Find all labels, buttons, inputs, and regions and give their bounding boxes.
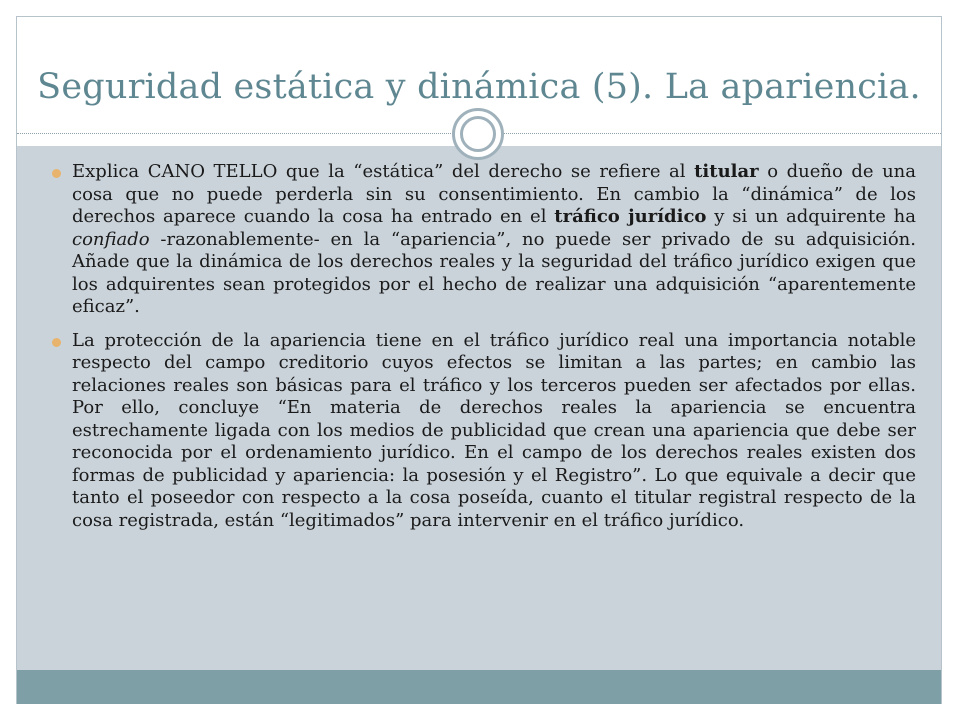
slide-title: Seguridad estática y dinámica (5). La apariencia. (37, 67, 921, 107)
bullet-1-term-titular: titular (694, 161, 759, 182)
bullet-item-1 (52, 161, 916, 319)
bullet-list (52, 161, 916, 543)
bullet-1-text-3: y si un adquirente ha (706, 206, 916, 227)
bullet-1-text-1: Explica CANO TELLO que la “estática” del derecho se refiere al (72, 161, 695, 182)
bullet-1-text-4: -razonablemente- en la “apariencia”, no puede ser privado de su adquisición. Añade que la dinámica de los derechos reales y la seguridad del tráfico jurídico exigen que los adquirentes sean protegidos por el hecho de realizar una adquisición “aparentemente eficaz”. (72, 228, 916, 317)
bullet-2-text: La protección de la apariencia tiene en el tráfico jurídico real una importancia notable respecto del campo creditorio cuyos efectos se limitan a las partes; en cambio las relaciones reales son básicas para el tráfico y los terceros pueden ser afectados por ellas. Por ello, concluye “En materia de derechos reales la apariencia se encuentra estrechamente ligada con los medios de publicidad que crean una apariencia que debe ser reconocida por el ordenamiento jurídico. En el campo de los derechos reales existen dos formas de publicidad y apariencia: la posesión y el Registro”. Lo que equivale a decir que tanto el poseedor con respecto a la cosa poseída, cuanto el titular registral respecto de la cosa registrada, están “legitimados” para intervenir en el tráfico jurídico. (72, 329, 916, 531)
bullet-1-term-trafico: tráfico jurídico (554, 206, 707, 227)
footer-band (17, 670, 941, 704)
bullet-item-2 (52, 330, 916, 533)
double-circle-icon (452, 108, 504, 160)
bullet-1-term-confiado: confiado (72, 228, 150, 250)
bullet-1-text-2: o dueño de una cosa que no puede perderla sin su consentimiento. En cambio la “dinámica” de los derechos aparece cuando la cosa ha entrado en el (72, 161, 917, 227)
